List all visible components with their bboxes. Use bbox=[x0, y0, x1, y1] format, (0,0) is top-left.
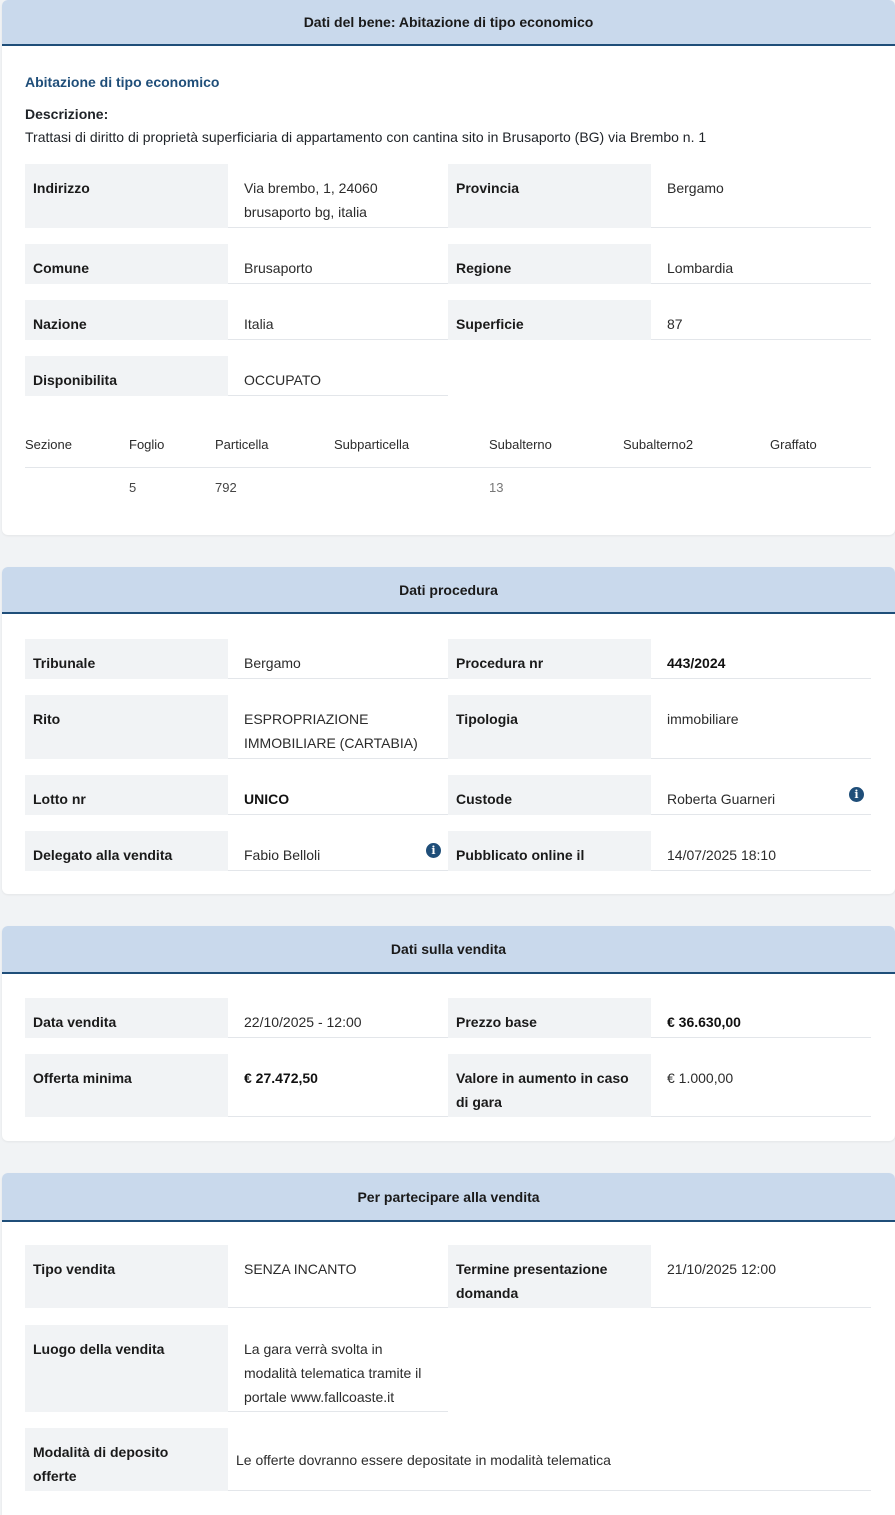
provincia-value: Bergamo bbox=[651, 164, 871, 228]
luogo-value-line1: La gara verrà svolta in bbox=[244, 1341, 383, 1357]
rito-value bbox=[228, 695, 448, 759]
tipologia-label: Tipologia bbox=[448, 695, 651, 759]
modalita-deposito-label bbox=[25, 1428, 228, 1491]
custode-info-icon[interactable]: i bbox=[849, 787, 864, 802]
luogo-value-line3: portale www.fallcoaste.it bbox=[244, 1389, 395, 1405]
termine-presentazione-label bbox=[448, 1245, 651, 1308]
valore-aumento-label bbox=[448, 1054, 651, 1117]
tribunale-value: Bergamo bbox=[228, 639, 448, 679]
catasto-header-sezione: Sezione bbox=[25, 437, 72, 452]
termine-label-line1: Termine presentazione bbox=[456, 1261, 608, 1277]
regione-value: Lombardia bbox=[651, 244, 871, 284]
catasto-header-graffato: Graffato bbox=[770, 437, 817, 452]
catasto-header-subalterno: Subalterno bbox=[489, 437, 552, 452]
luogo-vendita-value bbox=[228, 1325, 448, 1412]
modalita-deposito-value: Le offerte dovranno essere depositate in modalità telematica bbox=[228, 1428, 871, 1491]
partecipare-header: Per partecipare alla vendita bbox=[2, 1173, 895, 1222]
indirizzo-value-line2: brusaporto bg, italia bbox=[244, 204, 367, 220]
superficie-value: 87 bbox=[651, 300, 871, 340]
data-vendita-label: Data vendita bbox=[25, 998, 228, 1038]
nazione-label: Nazione bbox=[25, 300, 228, 340]
catasto-header-subalterno2: Subalterno2 bbox=[623, 437, 694, 452]
termine-presentazione-value: 21/10/2025 12:00 bbox=[651, 1245, 871, 1308]
indirizzo-value bbox=[228, 164, 448, 228]
custode-label: Custode bbox=[448, 775, 651, 815]
offerta-minima-label: Offerta minima bbox=[25, 1054, 228, 1117]
bene-card bbox=[2, 0, 895, 535]
bene-header: Dati del bene: Abitazione di tipo economico bbox=[2, 0, 895, 46]
indirizzo-value-line1: Via brembo, 1, 24060 bbox=[244, 180, 378, 196]
nazione-value: Italia bbox=[228, 300, 448, 340]
pubblicato-value: 14/07/2025 18:10 bbox=[651, 831, 871, 871]
regione-label: Regione bbox=[448, 244, 651, 284]
tribunale-label: Tribunale bbox=[25, 639, 228, 679]
catasto-cell-particella: 792 bbox=[215, 480, 237, 495]
lotto-value: UNICO bbox=[228, 775, 448, 815]
luogo-value-line2: modalità telematica tramite il bbox=[244, 1365, 422, 1381]
disponibilita-label: Disponibilita bbox=[25, 356, 228, 396]
deposito-label-line2: offerte bbox=[33, 1468, 77, 1484]
indirizzo-label: Indirizzo bbox=[25, 164, 228, 228]
catasto-cell-foglio: 5 bbox=[129, 480, 137, 495]
valore-aumento-label-line2: di gara bbox=[456, 1094, 502, 1110]
catasto-header-particella: Particella bbox=[215, 437, 269, 452]
delegato-label: Delegato alla vendita bbox=[25, 831, 228, 871]
termine-label-line2: domanda bbox=[456, 1285, 519, 1301]
valore-aumento-label-line1: Valore in aumento in caso bbox=[456, 1070, 629, 1086]
procedura-card bbox=[2, 567, 895, 894]
pubblicato-label: Pubblicato online il bbox=[448, 831, 651, 871]
catasto-header-subparticella: Subparticella bbox=[334, 437, 410, 452]
descrizione-text: Trattasi di diritto di proprietà superficiaria di appartamento con cantina sito in Brusaporto (BG) via Brembo n. 1 bbox=[25, 129, 707, 145]
procedura-header: Dati procedura bbox=[2, 567, 895, 614]
vendita-header: Dati sulla vendita bbox=[2, 926, 895, 974]
descrizione-label: Descrizione: bbox=[25, 106, 109, 122]
deposito-label-line1: Modalità di deposito bbox=[33, 1444, 169, 1460]
tipologia-value: immobiliare bbox=[651, 695, 871, 759]
procedura-nr-value: 443/2024 bbox=[651, 639, 871, 679]
comune-value: Brusaporto bbox=[228, 244, 448, 284]
catasto-cell-subalterno: 13 bbox=[489, 480, 504, 495]
catasto-header-foglio: Foglio bbox=[129, 437, 165, 452]
prezzo-base-label: Prezzo base bbox=[448, 998, 651, 1038]
lotto-label: Lotto nr bbox=[25, 775, 228, 815]
delegato-value: Fabio Belloli bbox=[228, 831, 448, 871]
tipo-vendita-label: Tipo vendita bbox=[25, 1245, 228, 1308]
catasto-divider bbox=[25, 467, 871, 468]
offerta-minima-value: € 27.472,50 bbox=[228, 1054, 448, 1117]
rito-value-line2: IMMOBILIARE (CARTABIA) bbox=[244, 735, 418, 751]
partecipare-card bbox=[2, 1173, 895, 1515]
procedura-nr-label: Procedura nr bbox=[448, 639, 651, 679]
disponibilita-value: OCCUPATO bbox=[228, 356, 448, 396]
rito-label: Rito bbox=[25, 695, 228, 759]
luogo-vendita-label: Luogo della vendita bbox=[25, 1325, 228, 1412]
tipo-vendita-value: SENZA INCANTO bbox=[228, 1245, 448, 1308]
vendita-card bbox=[2, 926, 895, 1141]
bene-subtitle: Abitazione di tipo economico bbox=[25, 74, 220, 90]
prezzo-base-value: € 36.630,00 bbox=[651, 998, 871, 1038]
valore-aumento-value: € 1.000,00 bbox=[651, 1054, 871, 1117]
rito-value-line1: ESPROPRIAZIONE bbox=[244, 711, 369, 727]
comune-label: Comune bbox=[25, 244, 228, 284]
data-vendita-value: 22/10/2025 - 12:00 bbox=[228, 998, 448, 1038]
superficie-label: Superficie bbox=[448, 300, 651, 340]
provincia-label: Provincia bbox=[448, 164, 651, 228]
custode-value: Roberta Guarneri bbox=[651, 775, 871, 815]
delegato-info-icon[interactable]: i bbox=[426, 843, 441, 858]
